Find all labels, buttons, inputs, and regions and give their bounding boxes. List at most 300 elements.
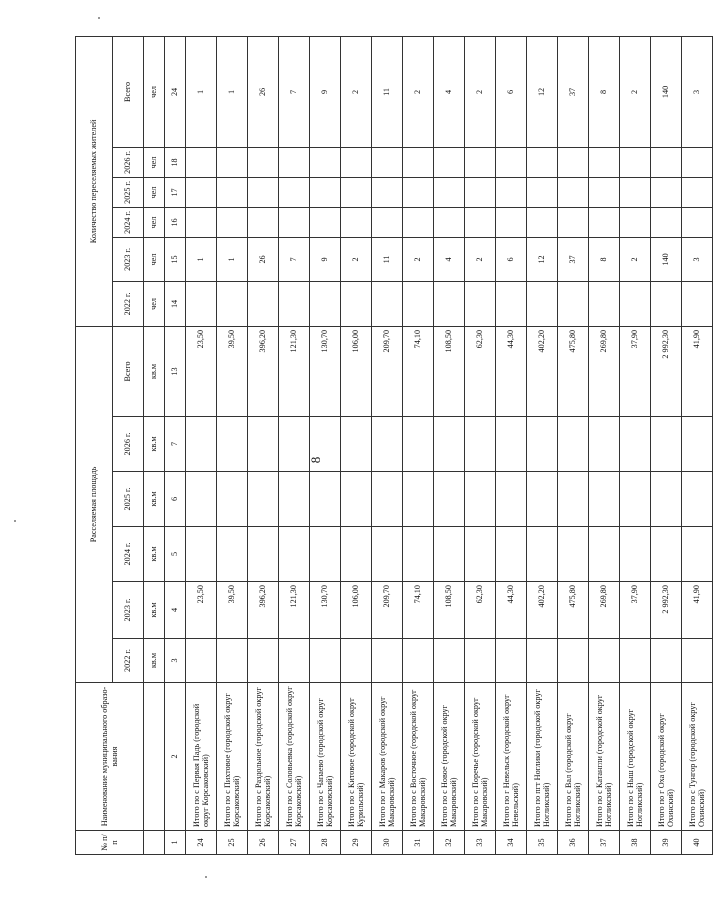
- cell-a2025: [310, 472, 341, 527]
- cell-p2024: [341, 207, 372, 237]
- cell-a2025: [589, 472, 620, 527]
- cell-ptotal: 1: [186, 36, 217, 147]
- header-people-year: 2024 г.: [113, 207, 144, 237]
- row-name: Итого по с Новое (городской округ Макаровский): [434, 683, 465, 831]
- cell-a2026: [527, 417, 558, 472]
- cell-p2022: [248, 281, 279, 326]
- cell-a2025: [186, 472, 217, 527]
- cell-atotal: 121,30: [279, 326, 310, 416]
- row-number: 39: [651, 831, 682, 855]
- table-row: [217, 36, 248, 854]
- cell-a2026: [403, 417, 434, 472]
- row-name: Итого по с Раздольное (городской округ Корсаковский): [248, 683, 279, 831]
- row-number: 24: [186, 831, 217, 855]
- table-row: [372, 36, 403, 854]
- cell-a2025: [465, 472, 496, 527]
- cell-ptotal: 26: [248, 36, 279, 147]
- row-name: Итого по с Поречье (городской округ Макаровский): [465, 683, 496, 831]
- rotated-table-frame: [75, 37, 706, 855]
- cell-p2025: [341, 177, 372, 207]
- cell-atotal: 2 992,30: [651, 326, 682, 416]
- table-row: [186, 36, 217, 854]
- cell-p2024: [496, 207, 527, 237]
- cell-p2022: [651, 281, 682, 326]
- cell-atotal: 37,90: [620, 326, 651, 416]
- cell-p2026: [682, 147, 713, 177]
- header-area-unit: кв.м: [144, 417, 165, 472]
- cell-a2023: 37,90: [620, 582, 651, 639]
- cell-a2024: [248, 527, 279, 582]
- cell-p2026: [248, 147, 279, 177]
- cell-p2023: 2: [620, 237, 651, 281]
- cell-p2024: [682, 207, 713, 237]
- cell-ptotal: 3: [682, 36, 713, 147]
- cell-ptotal: 2: [341, 36, 372, 147]
- cell-a2024: [310, 527, 341, 582]
- cell-a2023: 475,80: [558, 582, 589, 639]
- cell-a2022: [620, 639, 651, 683]
- cell-atotal: 62,30: [465, 326, 496, 416]
- cell-p2026: [589, 147, 620, 177]
- cell-atotal: 108,50: [434, 326, 465, 416]
- header-column-number: 5: [165, 527, 186, 582]
- cell-p2023: 9: [310, 237, 341, 281]
- cell-a2022: [434, 639, 465, 683]
- header-column-number: 14: [165, 281, 186, 326]
- row-number: 27: [279, 831, 310, 855]
- table-row: [589, 36, 620, 854]
- cell-a2022: [372, 639, 403, 683]
- cell-p2023: 1: [217, 237, 248, 281]
- cell-a2025: [434, 472, 465, 527]
- cell-p2024: [527, 207, 558, 237]
- header-people-unit: чел: [144, 281, 165, 326]
- cell-a2025: [682, 472, 713, 527]
- cell-p2025: [651, 177, 682, 207]
- cell-p2023: 6: [496, 237, 527, 281]
- cell-a2026: [465, 417, 496, 472]
- cell-a2025: [558, 472, 589, 527]
- cell-a2022: [279, 639, 310, 683]
- cell-p2026: [372, 147, 403, 177]
- row-number: 31: [403, 831, 434, 855]
- cell-atotal: 106,00: [341, 326, 372, 416]
- header-units-blank: [144, 831, 165, 855]
- cell-p2024: [651, 207, 682, 237]
- cell-p2025: [682, 177, 713, 207]
- header-people-unit: чел: [144, 207, 165, 237]
- row-name: Итого по с Вал (городской округ Ногликский): [558, 683, 589, 831]
- cell-p2024: [589, 207, 620, 237]
- row-number: 28: [310, 831, 341, 855]
- cell-ptotal: 1: [217, 36, 248, 147]
- cell-ptotal: 2: [403, 36, 434, 147]
- cell-a2026: [186, 417, 217, 472]
- cell-a2024: [527, 527, 558, 582]
- cell-atotal: 74,10: [403, 326, 434, 416]
- cell-a2022: [651, 639, 682, 683]
- cell-p2022: [403, 281, 434, 326]
- cell-p2026: [279, 147, 310, 177]
- cell-a2022: [465, 639, 496, 683]
- cell-ptotal: 8: [589, 36, 620, 147]
- header-column-number: 17: [165, 177, 186, 207]
- cell-p2022: [558, 281, 589, 326]
- table-row: [682, 36, 713, 854]
- cell-a2023: 209,70: [372, 582, 403, 639]
- cell-p2023: 7: [279, 237, 310, 281]
- header-area-year: 2022 г.: [113, 639, 144, 683]
- header-column-number: 1: [165, 831, 186, 855]
- cell-a2023: 2 992,30: [651, 582, 682, 639]
- cell-a2023: 44,30: [496, 582, 527, 639]
- cell-p2025: [248, 177, 279, 207]
- header-units-blank: [144, 683, 165, 831]
- table-row: [341, 36, 372, 854]
- cell-p2023: 1: [186, 237, 217, 281]
- row-name: Итого по с Соловьевка (городской округ Корсаковский): [279, 683, 310, 831]
- header-people-year: 2022 г.: [113, 281, 144, 326]
- row-name: Итого по с Ныш (городской округ Ногликский): [620, 683, 651, 831]
- cell-p2025: [465, 177, 496, 207]
- cell-atotal: 39,50: [217, 326, 248, 416]
- cell-p2026: [403, 147, 434, 177]
- cell-a2023: 108,50: [434, 582, 465, 639]
- cell-a2024: [372, 527, 403, 582]
- cell-a2025: [527, 472, 558, 527]
- header-column-number: 4: [165, 582, 186, 639]
- header-column-number: 16: [165, 207, 186, 237]
- row-name: Итого по г Макаров (городской округ Макаровский): [372, 683, 403, 831]
- cell-p2022: [682, 281, 713, 326]
- cell-atotal: 402,20: [527, 326, 558, 416]
- table-row: [651, 36, 682, 854]
- cell-atotal: 44,30: [496, 326, 527, 416]
- table-row: [527, 36, 558, 854]
- row-number: 30: [372, 831, 403, 855]
- cell-a2024: [651, 527, 682, 582]
- table-row: [465, 36, 496, 854]
- cell-p2026: [341, 147, 372, 177]
- cell-p2023: 11: [372, 237, 403, 281]
- table-row: [434, 36, 465, 854]
- table-row: [558, 36, 589, 854]
- cell-p2024: [310, 207, 341, 237]
- cell-p2026: [186, 147, 217, 177]
- cell-ptotal: 2: [620, 36, 651, 147]
- cell-p2022: [465, 281, 496, 326]
- cell-p2023: 2: [341, 237, 372, 281]
- cell-a2023: 74,10: [403, 582, 434, 639]
- cell-p2025: [279, 177, 310, 207]
- row-number: 37: [589, 831, 620, 855]
- row-name: Итого по с Тунгор (городской округ Охинский): [682, 683, 713, 831]
- table-row: [403, 36, 434, 854]
- cell-atotal: 396,20: [248, 326, 279, 416]
- header-people-unit: чел: [144, 177, 165, 207]
- header-people-year: 2025 г.: [113, 177, 144, 207]
- cell-a2024: [403, 527, 434, 582]
- cell-atotal: 209,70: [372, 326, 403, 416]
- cell-ptotal: 140: [651, 36, 682, 147]
- cell-p2025: [434, 177, 465, 207]
- cell-a2023: 396,20: [248, 582, 279, 639]
- cell-a2025: [651, 472, 682, 527]
- cell-p2022: [496, 281, 527, 326]
- cell-a2026: [620, 417, 651, 472]
- cell-p2026: [620, 147, 651, 177]
- cell-p2026: [310, 147, 341, 177]
- cell-ptotal: 7: [279, 36, 310, 147]
- scan-speck: [14, 520, 16, 522]
- cell-atotal: 23,50: [186, 326, 217, 416]
- cell-atotal: 475,80: [558, 326, 589, 416]
- table-row: [310, 36, 341, 854]
- cell-a2026: [651, 417, 682, 472]
- cell-atotal: 130,70: [310, 326, 341, 416]
- cell-a2026: [372, 417, 403, 472]
- cell-p2024: [248, 207, 279, 237]
- row-name: Итого по с Китовое (городской округ Курильский): [341, 683, 372, 831]
- header-column-number: 13: [165, 326, 186, 416]
- cell-a2023: 62,30: [465, 582, 496, 639]
- cell-a2026: [558, 417, 589, 472]
- table-row: [620, 36, 651, 854]
- cell-a2024: [434, 527, 465, 582]
- cell-a2022: [403, 639, 434, 683]
- cell-a2024: [465, 527, 496, 582]
- header-num: № п/п: [76, 831, 144, 855]
- row-name: Итого по с Первая Падь (городской округ Корсаковский): [186, 683, 217, 831]
- cell-a2023: 39,50: [217, 582, 248, 639]
- header-column-number: 3: [165, 639, 186, 683]
- cell-a2026: [434, 417, 465, 472]
- cell-a2023: 121,30: [279, 582, 310, 639]
- cell-a2024: [186, 527, 217, 582]
- header-column-number: 7: [165, 417, 186, 472]
- cell-a2025: [620, 472, 651, 527]
- cell-a2025: [341, 472, 372, 527]
- cell-p2024: [279, 207, 310, 237]
- cell-p2024: [465, 207, 496, 237]
- header-area-year: 2023 г.: [113, 582, 144, 639]
- cell-a2024: [279, 527, 310, 582]
- header-area-group: Расселяемая площадь: [76, 326, 113, 682]
- cell-p2026: [558, 147, 589, 177]
- table-row: [496, 36, 527, 854]
- header-area-year: 2026 г.: [113, 417, 144, 472]
- cell-p2023: 26: [248, 237, 279, 281]
- row-number: 36: [558, 831, 589, 855]
- cell-p2025: [403, 177, 434, 207]
- header-area-unit: кв.м: [144, 527, 165, 582]
- cell-a2026: [279, 417, 310, 472]
- cell-a2022: [496, 639, 527, 683]
- header-area-unit: кв.м: [144, 472, 165, 527]
- cell-p2022: [589, 281, 620, 326]
- row-number: 40: [682, 831, 713, 855]
- cell-a2026: [310, 417, 341, 472]
- cell-a2024: [341, 527, 372, 582]
- cell-p2022: [217, 281, 248, 326]
- cell-p2022: [310, 281, 341, 326]
- cell-p2026: [217, 147, 248, 177]
- row-name: Итого по пгт Ноглики (городской округ Ногликский): [527, 683, 558, 831]
- cell-a2025: [248, 472, 279, 527]
- cell-ptotal: 12: [527, 36, 558, 147]
- cell-p2026: [434, 147, 465, 177]
- cell-a2026: [341, 417, 372, 472]
- cell-a2026: [248, 417, 279, 472]
- table-row: [279, 36, 310, 854]
- table-row: [248, 36, 279, 854]
- cell-p2023: 8: [589, 237, 620, 281]
- cell-a2022: [589, 639, 620, 683]
- cell-a2022: [310, 639, 341, 683]
- cell-p2026: [465, 147, 496, 177]
- cell-a2024: [682, 527, 713, 582]
- cell-p2023: 140: [651, 237, 682, 281]
- scan-speck: [205, 876, 207, 878]
- cell-p2024: [620, 207, 651, 237]
- cell-ptotal: 4: [434, 36, 465, 147]
- row-number: 26: [248, 831, 279, 855]
- cell-ptotal: 37: [558, 36, 589, 147]
- cell-p2026: [651, 147, 682, 177]
- row-name: Итого по с Восточное (городской округ Макаровский): [403, 683, 434, 831]
- cell-a2026: [589, 417, 620, 472]
- cell-p2026: [496, 147, 527, 177]
- cell-p2025: [620, 177, 651, 207]
- cell-p2022: [620, 281, 651, 326]
- row-number: 38: [620, 831, 651, 855]
- cell-a2024: [589, 527, 620, 582]
- header-area-unit: кв.м: [144, 639, 165, 683]
- cell-p2022: [186, 281, 217, 326]
- cell-p2022: [372, 281, 403, 326]
- cell-p2023: 37: [558, 237, 589, 281]
- cell-ptotal: 11: [372, 36, 403, 147]
- cell-p2024: [217, 207, 248, 237]
- cell-a2026: [682, 417, 713, 472]
- cell-p2024: [403, 207, 434, 237]
- cell-a2023: 402,20: [527, 582, 558, 639]
- row-number: 29: [341, 831, 372, 855]
- cell-ptotal: 2: [465, 36, 496, 147]
- cell-p2025: [496, 177, 527, 207]
- cell-a2024: [217, 527, 248, 582]
- cell-a2023: 106,00: [341, 582, 372, 639]
- cell-p2025: [372, 177, 403, 207]
- page-number: 8: [308, 456, 323, 464]
- cell-p2024: [372, 207, 403, 237]
- header-people-year: Всего: [113, 36, 144, 147]
- cell-a2023: 41,90: [682, 582, 713, 639]
- cell-a2022: [186, 639, 217, 683]
- header-area-year: 2025 г.: [113, 472, 144, 527]
- header-people-unit: чел: [144, 147, 165, 177]
- cell-p2025: [589, 177, 620, 207]
- cell-p2024: [186, 207, 217, 237]
- cell-p2025: [527, 177, 558, 207]
- row-name: Итого по г Невельск (городской округ Невельский): [496, 683, 527, 831]
- cell-p2023: 2: [403, 237, 434, 281]
- cell-a2023: 130,70: [310, 582, 341, 639]
- header-column-number: 6: [165, 472, 186, 527]
- header-column-number: 15: [165, 237, 186, 281]
- cell-a2022: [248, 639, 279, 683]
- row-name: Итого по г Оха (городской округ Охинский): [651, 683, 682, 831]
- row-name: Итого по с Пихтовое (городской округ Корсаковский): [217, 683, 248, 831]
- row-number: 32: [434, 831, 465, 855]
- cell-p2022: [341, 281, 372, 326]
- header-people-year: 2023 г.: [113, 237, 144, 281]
- cell-p2022: [279, 281, 310, 326]
- cell-a2022: [217, 639, 248, 683]
- cell-a2023: 269,80: [589, 582, 620, 639]
- cell-a2026: [496, 417, 527, 472]
- cell-atotal: 41,90: [682, 326, 713, 416]
- row-name: Итого по с Катангли (городской округ Ногликский): [589, 683, 620, 831]
- row-name: Итого по с Чапаево (городской округ Корсаковский): [310, 683, 341, 831]
- header-people-group: Количество переселяемых жителей: [76, 36, 113, 326]
- cell-p2023: 4: [434, 237, 465, 281]
- cell-a2022: [558, 639, 589, 683]
- header-area-unit: кв.м: [144, 582, 165, 639]
- cell-p2024: [558, 207, 589, 237]
- row-number: 34: [496, 831, 527, 855]
- cell-a2025: [496, 472, 527, 527]
- cell-p2025: [186, 177, 217, 207]
- cell-p2022: [434, 281, 465, 326]
- header-area-unit: кв.м: [144, 326, 165, 416]
- header-people-year: 2026 г.: [113, 147, 144, 177]
- cell-a2024: [558, 527, 589, 582]
- cell-a2024: [496, 527, 527, 582]
- cell-a2025: [372, 472, 403, 527]
- cell-p2025: [310, 177, 341, 207]
- table-container: [75, 37, 706, 855]
- header-area-year: 2024 г.: [113, 527, 144, 582]
- cell-p2023: 2: [465, 237, 496, 281]
- cell-p2026: [527, 147, 558, 177]
- header-column-number: 24: [165, 36, 186, 147]
- cell-p2025: [217, 177, 248, 207]
- cell-atotal: 269,80: [589, 326, 620, 416]
- cell-p2023: 3: [682, 237, 713, 281]
- cell-a2025: [217, 472, 248, 527]
- resettlement-table: [75, 36, 713, 855]
- row-number: 33: [465, 831, 496, 855]
- header-area-year: Всего: [113, 326, 144, 416]
- header-column-number: 18: [165, 147, 186, 177]
- header-column-number: 2: [165, 683, 186, 831]
- cell-a2025: [403, 472, 434, 527]
- row-number: 35: [527, 831, 558, 855]
- cell-a2023: 23,50: [186, 582, 217, 639]
- header-name: Наименование муниципального образо-вания: [76, 683, 144, 831]
- cell-p2024: [434, 207, 465, 237]
- header-people-unit: чел: [144, 237, 165, 281]
- cell-a2024: [620, 527, 651, 582]
- cell-ptotal: 9: [310, 36, 341, 147]
- cell-p2022: [527, 281, 558, 326]
- cell-ptotal: 6: [496, 36, 527, 147]
- cell-a2022: [527, 639, 558, 683]
- scan-speck: [98, 17, 100, 19]
- row-number: 25: [217, 831, 248, 855]
- cell-a2025: [279, 472, 310, 527]
